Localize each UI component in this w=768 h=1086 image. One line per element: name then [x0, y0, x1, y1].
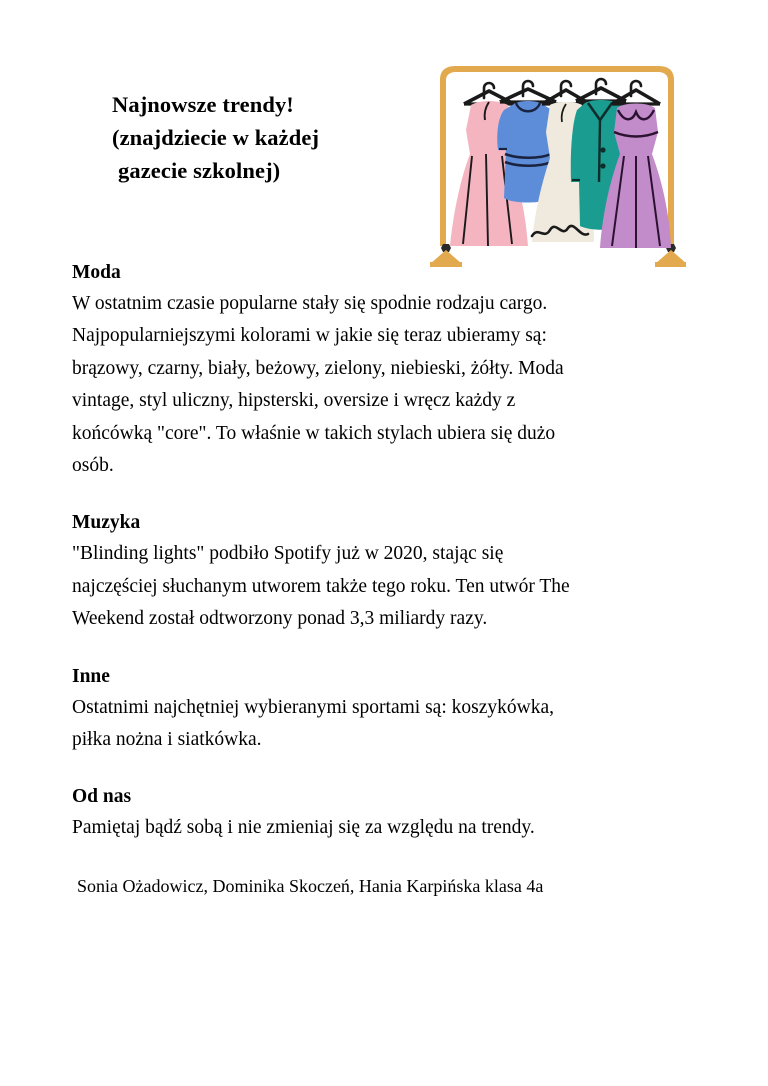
text-line: najczęściej słuchanym utworem także tego roku. Ten utwór The	[72, 575, 570, 597]
section-heading-moda: Moda	[72, 262, 121, 283]
text-line: vintage, styl uliczny, hipsterski, oversize i wręcz każdy z	[72, 390, 516, 412]
section-heading-inne: Inne	[72, 665, 110, 687]
authors-line: Sonia Ożadowicz, Dominika Skoczeń, Hania Karpińska klasa 4a	[77, 875, 544, 896]
section-heading-muzyka: Muzyka	[72, 512, 141, 534]
section-paragraph-moda	[72, 288, 692, 482]
text-line: Pamiętaj bądź sobą i nie zmieniaj się za względu na trendy.	[72, 817, 535, 839]
section-heading-od-nas: Od nas	[72, 786, 132, 808]
text-line: Najpopularniejszymi kolorami w jakie się teraz ubieramy są:	[72, 325, 547, 347]
section-moda	[72, 258, 692, 482]
section-inne	[72, 662, 692, 757]
page-title	[112, 88, 442, 187]
section-paragraph-muzyka	[72, 538, 692, 635]
title-line-1: Najnowsze trendy!	[112, 92, 294, 117]
text-line: brązowy, czarny, biały, beżowy, zielony, niebieski, żółty. Moda	[72, 357, 564, 379]
text-line: piłka nożna i siatkówka.	[72, 729, 262, 751]
section-od-nas	[72, 782, 692, 844]
text-line: końcówką "core". To właśnie w takich stylach ubiera się dużo	[72, 422, 556, 444]
section-paragraph-inne	[72, 692, 692, 757]
text-line: "Blinding lights" podbiło Spotify już w 2020, stając się	[72, 543, 504, 565]
text-line: Ostatnimi najchętniej wybieranymi sportami są: koszykówka,	[72, 696, 554, 718]
title-line-3: gazecie szkolnej)	[118, 158, 281, 183]
text-line: Weekend został odtworzony ponad 3,3 miliardy razy.	[72, 608, 488, 630]
clothing-rack-illustration	[428, 58, 686, 280]
section-muzyka	[72, 508, 692, 635]
document-body	[72, 258, 692, 901]
text-line: W ostatnim czasie popularne stały się spodnie rodzaju cargo.	[72, 293, 548, 314]
title-line-2: (znajdziecie w każdej	[112, 125, 320, 150]
text-line: osób.	[72, 455, 114, 477]
authors-block	[72, 871, 692, 901]
section-paragraph-od-nas	[72, 812, 692, 844]
